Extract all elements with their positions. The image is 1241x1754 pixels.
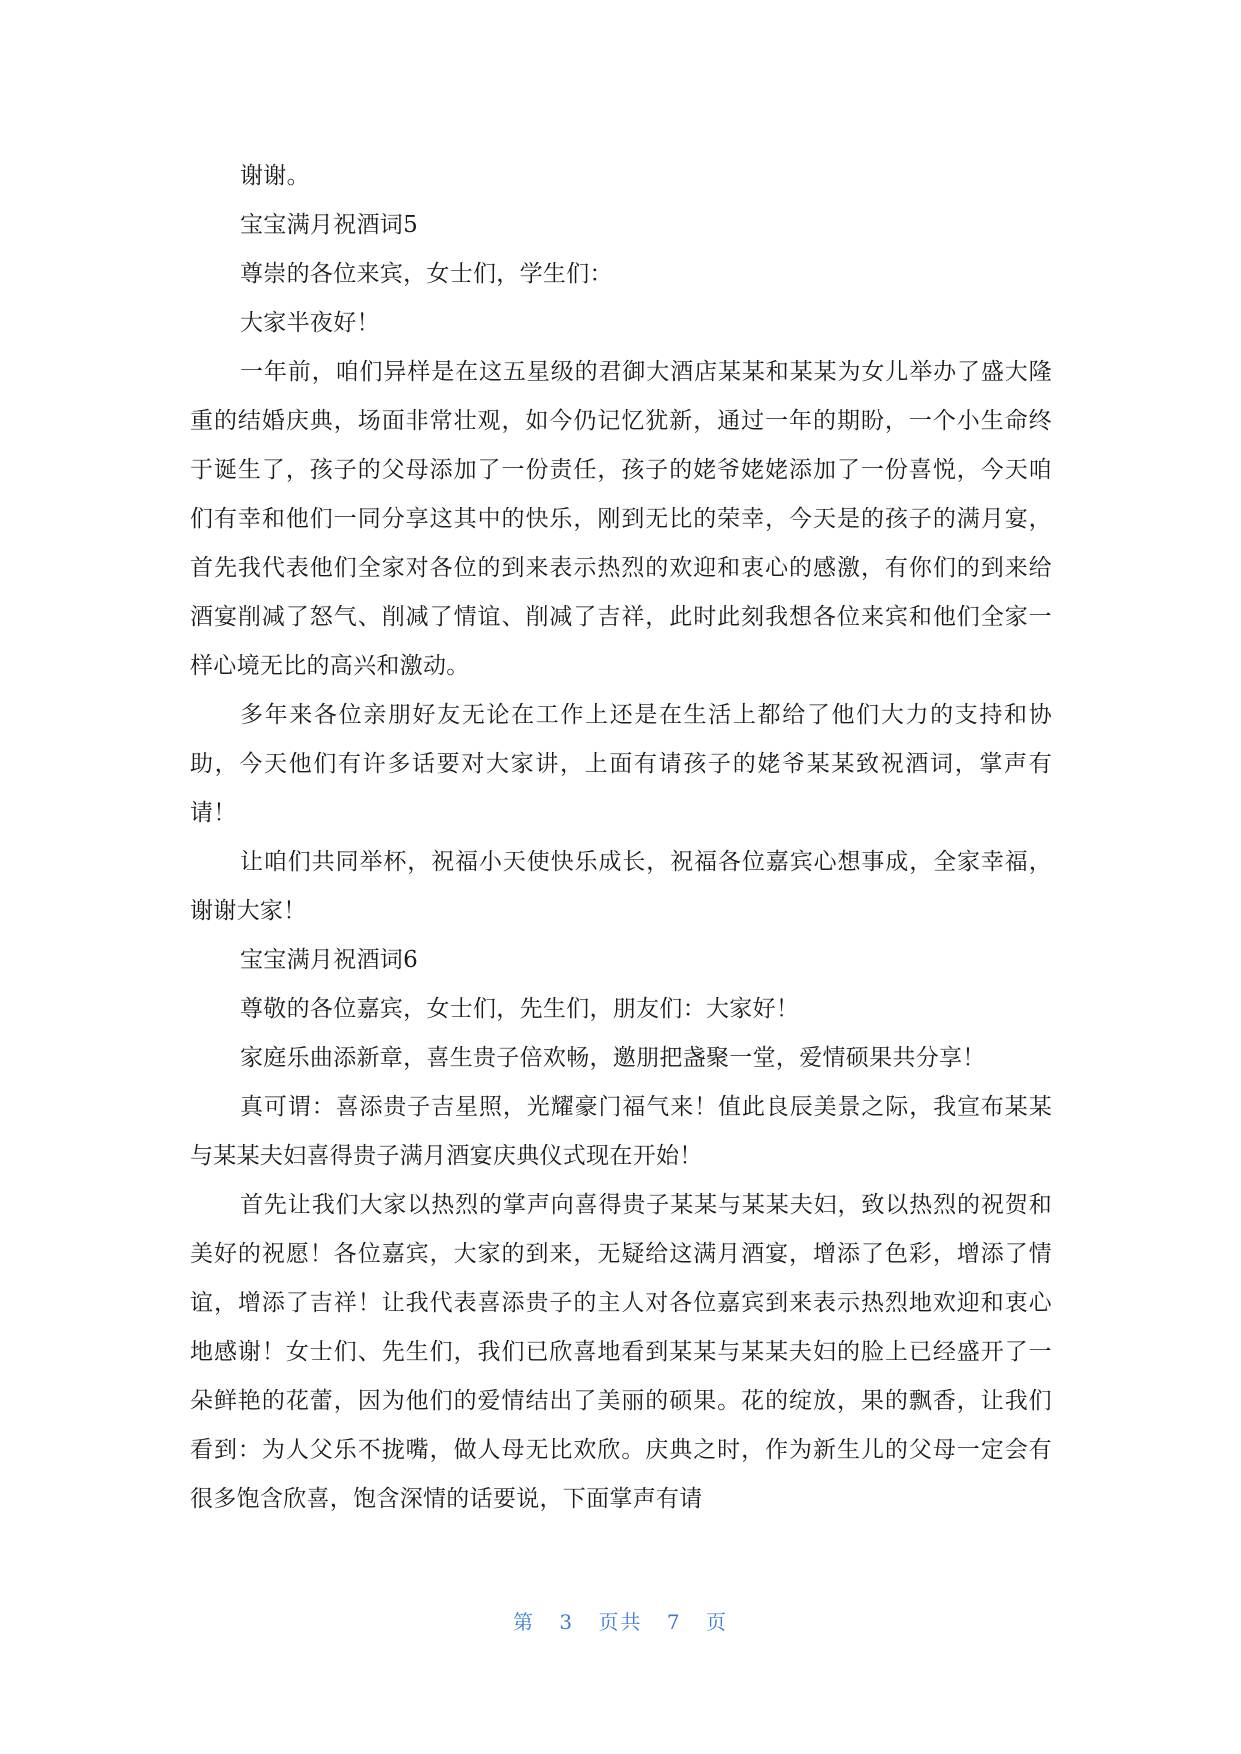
document-body bbox=[190, 152, 1052, 1524]
section-heading: 宝宝满月祝酒词5 bbox=[240, 212, 419, 238]
section-heading: 宝宝满月祝酒词6 bbox=[240, 947, 419, 973]
footer-page-number: 3 bbox=[559, 1610, 575, 1634]
footer-suffix: 页 bbox=[705, 1610, 728, 1634]
paragraph: 尊崇的各位来宾，女士们，学生们： bbox=[240, 261, 613, 287]
paragraph: 让咱们共同举杯，祝福小天使快乐成长，祝福各位嘉宾心想事成，全家幸福，谢谢大家！ bbox=[190, 849, 1052, 924]
footer-prefix: 第 bbox=[513, 1610, 536, 1634]
paragraph: 一年前，咱们异样是在这五星级的君御大酒店某某和某某为女儿举办了盛大隆重的结婚庆典，场面非常壮观，如今仍记忆犹新，通过一年的期盼，一个小生命终于诞生了，孩子的父母添加了一份责任，孩子的姥爷姥姥添加了一份喜悦，今天咱们有幸和他们一同分享这其中的快乐，刚到无比的荣幸，今天是的孩子的满月宴，首先我代表他们全家对各位的到来表示热烈的欢迎和衷心的感激，有你们的到来给酒宴削减了怒气、削减了情谊、削减了吉祥，此时此刻我想各位来宾和他们全家一样心境无比的高兴和激动。 bbox=[190, 359, 1052, 679]
paragraph: 多年来各位亲朋好友无论在工作上还是在生活上都给了他们大力的支持和协助，今天他们有许多话要对大家讲，上面有请孩子的姥爷某某致祝酒词，掌声有请！ bbox=[190, 702, 1052, 826]
page-footer bbox=[0, 1606, 1241, 1635]
paragraph: 尊敬的各位嘉宾，女士们，先生们，朋友们：大家好！ bbox=[240, 996, 800, 1022]
paragraph: 真可谓：喜添贵子吉星照，光耀豪门福气来！值此良辰美景之际，我宣布某某与某某夫妇喜得贵子满月酒宴庆典仪式现在开始！ bbox=[190, 1094, 1052, 1169]
footer-total-pages: 7 bbox=[666, 1610, 682, 1634]
footer-middle: 页共 bbox=[598, 1610, 643, 1634]
paragraph: 家庭乐曲添新章，喜生贵子倍欢畅，邀朋把盏聚一堂，爱情硕果共分享！ bbox=[240, 1045, 986, 1071]
paragraph: 首先让我们大家以热烈的掌声向喜得贵子某某与某某夫妇，致以热烈的祝贺和美好的祝愿！各位嘉宾，大家的到来，无疑给这满月酒宴，增添了色彩，增添了情谊，增添了吉祥！让我代表喜添贵子的主人对各位嘉宾到来表示热烈地欢迎和衷心地感谢！女士们、先生们，我们已欣喜地看到某某与某某夫妇的脸上已经盛开了一朵鲜艳的花蕾，因为他们的爱情结出了美丽的硕果。花的绽放，果的飘香，让我们看到：为人父乐不拢嘴，做人母无比欢欣。庆典之时，作为新生儿的父母一定会有很多饱含欣喜，饱含深情的话要说，下面掌声有请 bbox=[190, 1192, 1052, 1512]
paragraph: 谢谢。 bbox=[240, 163, 310, 189]
paragraph: 大家半夜好！ bbox=[240, 310, 380, 336]
